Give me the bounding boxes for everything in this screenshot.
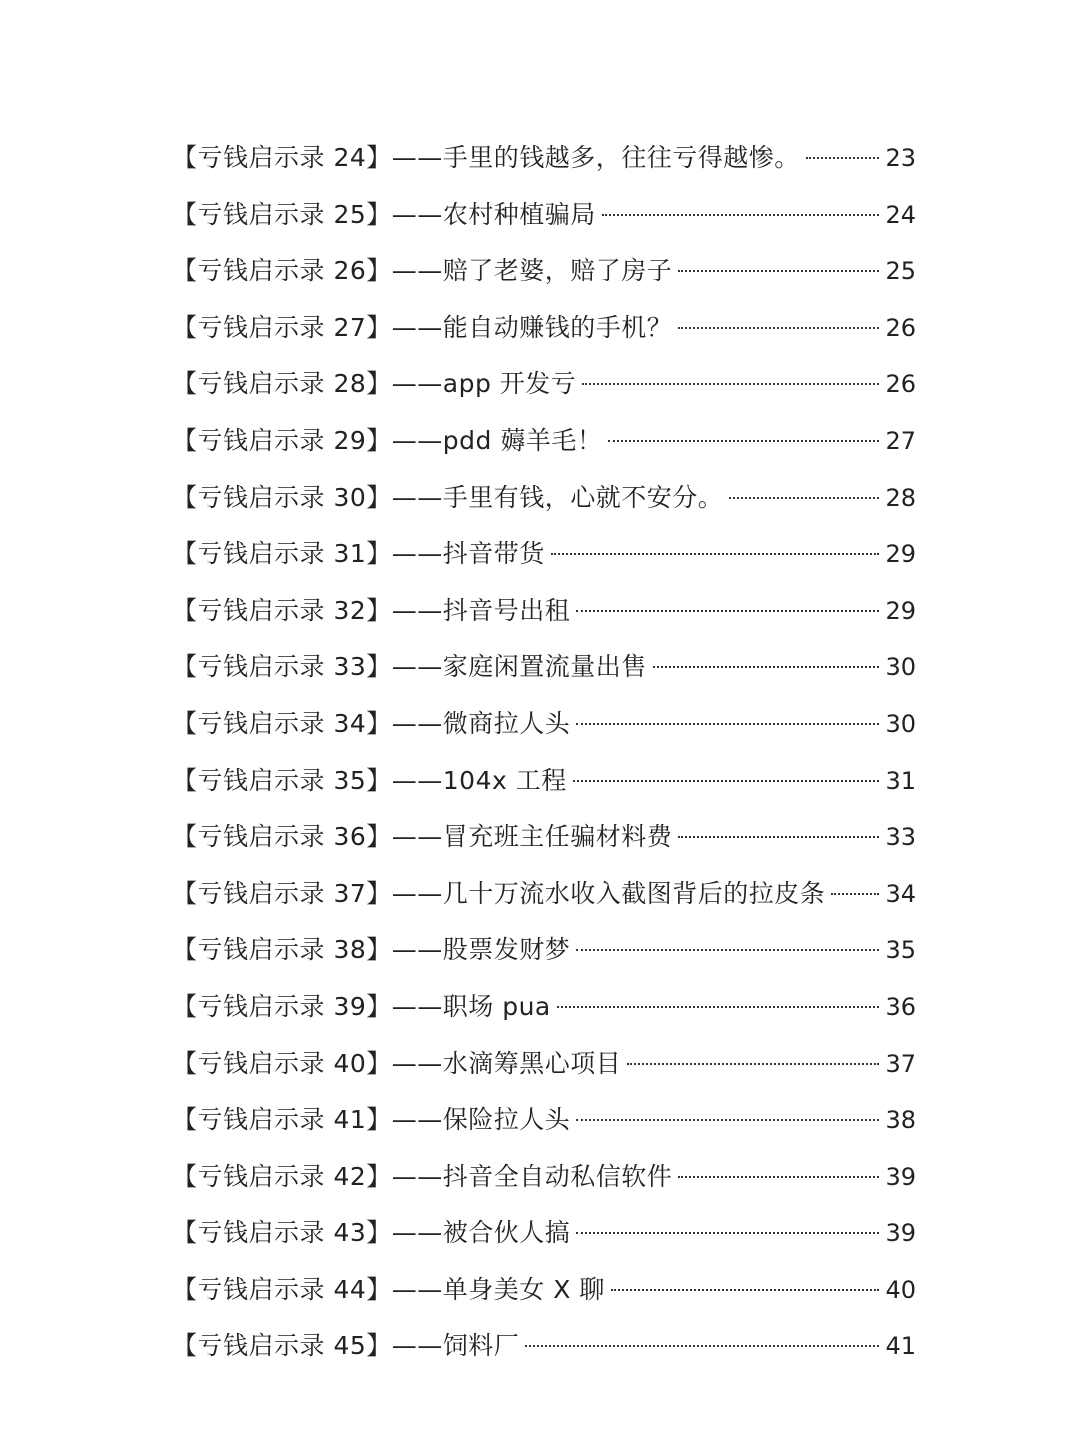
- toc-entry-label: 【亏钱启示录 42】: [172, 1161, 392, 1191]
- toc-entry[interactable]: [172, 696, 916, 753]
- toc-entry-label: 【亏钱启示录 44】: [172, 1274, 392, 1304]
- toc-page-number: 26: [885, 313, 916, 342]
- toc-entry-title: ——能自动赚钱的手机？: [391, 312, 673, 342]
- toc-page-number: 23: [885, 144, 916, 172]
- toc-page-number: 24: [885, 200, 916, 229]
- toc-entry[interactable]: [172, 583, 916, 640]
- toc-entry-label: 【亏钱启示录 39】: [172, 991, 392, 1021]
- toc-dot-leader: [602, 214, 880, 216]
- toc-entry-title: ——微商拉人头: [391, 708, 571, 738]
- toc-entry-title: ——家庭闲置流量出售: [391, 652, 647, 682]
- toc-page-number: 30: [885, 709, 916, 738]
- toc-dot-leader: [678, 270, 879, 272]
- toc-entry-label: 【亏钱启示录 40】: [172, 1048, 392, 1078]
- toc-entry-label: 【亏钱启示录 43】: [172, 1218, 392, 1248]
- toc-entry[interactable]: [172, 922, 916, 979]
- toc-entry-title: ——手里的钱越多，往往亏得越惨。: [391, 143, 800, 172]
- toc-dot-leader: [627, 1063, 879, 1065]
- toc-dot-leader: [576, 610, 879, 612]
- toc-page-number: 26: [885, 370, 916, 399]
- toc-entry-title: ——抖音全自动私信软件: [391, 1161, 673, 1191]
- toc-page-number: 39: [885, 1219, 916, 1248]
- toc-entry-label: 【亏钱启示录 33】: [172, 652, 392, 682]
- toc-entry[interactable]: [172, 1205, 916, 1262]
- toc-entry-title: ——股票发财梦: [391, 935, 571, 965]
- toc-entry-label: 【亏钱启示录 25】: [172, 199, 392, 229]
- toc-page-number: 29: [885, 540, 916, 569]
- toc-entry-title: ——职场 pua: [391, 991, 551, 1021]
- toc-dot-leader: [576, 723, 879, 725]
- toc-entry[interactable]: [172, 979, 916, 1036]
- toc-entry[interactable]: [172, 1092, 916, 1149]
- toc-page-number: 33: [885, 823, 916, 852]
- toc-dot-leader: [576, 1232, 879, 1234]
- toc-entry-title: ——饲料厂: [391, 1331, 520, 1361]
- toc-dot-leader: [806, 157, 880, 159]
- toc-entry-label: 【亏钱启示录 29】: [172, 425, 392, 455]
- toc-page-number: 31: [885, 766, 916, 795]
- toc-dot-leader: [576, 949, 879, 951]
- toc-entry-label: 【亏钱启示录 31】: [172, 539, 392, 569]
- toc-dot-leader: [678, 836, 879, 838]
- toc-entry-title: ——农村种植骗局: [391, 199, 596, 229]
- toc-entry-title: ——几十万流水收入截图背后的拉皮条: [391, 878, 826, 908]
- toc-entry[interactable]: [172, 413, 916, 470]
- toc-page-number: 41: [885, 1332, 916, 1361]
- toc-page-number: 29: [885, 596, 916, 625]
- toc-dot-leader: [551, 553, 880, 555]
- toc-entry[interactable]: [172, 809, 916, 866]
- toc-entry[interactable]: [172, 753, 916, 810]
- toc-entry-title: ——app 开发亏: [391, 369, 577, 399]
- toc-entry-label: 【亏钱启示录 34】: [172, 708, 392, 738]
- toc-entry[interactable]: [172, 1149, 916, 1206]
- toc-dot-leader: [611, 1289, 880, 1291]
- toc-entry-label: 【亏钱启示录 26】: [172, 256, 392, 286]
- toc-entry[interactable]: [172, 1036, 916, 1093]
- toc-dot-leader: [608, 440, 879, 442]
- toc-entry-label: 【亏钱启示录 27】: [172, 312, 392, 342]
- toc-entry-title: ——水滴筹黑心项目: [391, 1048, 622, 1078]
- toc-entry[interactable]: [172, 470, 916, 527]
- toc-entry-title: ——冒充班主任骗材料费: [391, 822, 673, 852]
- toc-entry-title: ——pdd 薅羊毛！: [391, 425, 603, 455]
- toc-entry[interactable]: [172, 1262, 916, 1319]
- toc-dot-leader: [573, 780, 880, 782]
- toc-entry-title: ——被合伙人搞: [391, 1218, 571, 1248]
- toc-entry-label: 【亏钱启示录 32】: [172, 595, 392, 625]
- toc-page-number: 36: [885, 992, 916, 1021]
- toc-entry[interactable]: [172, 639, 916, 696]
- toc-entry-label: 【亏钱启示录 30】: [172, 482, 392, 512]
- toc-dot-leader: [729, 497, 879, 499]
- toc-entry[interactable]: [172, 866, 916, 923]
- toc-entry[interactable]: [172, 300, 916, 357]
- toc-dot-leader: [525, 1345, 879, 1347]
- toc-entry-label: 【亏钱启示录 37】: [172, 878, 392, 908]
- toc-entry[interactable]: [172, 1318, 916, 1375]
- toc-page-number: 39: [885, 1162, 916, 1191]
- table-of-contents: [172, 130, 916, 1375]
- toc-page-number: 27: [885, 426, 916, 455]
- toc-dot-leader: [557, 1006, 880, 1008]
- toc-page-number: 34: [885, 879, 916, 908]
- toc-entry[interactable]: [172, 526, 916, 583]
- toc-dot-leader: [678, 327, 879, 329]
- toc-dot-leader: [576, 1119, 879, 1121]
- toc-dot-leader: [831, 893, 879, 895]
- toc-page-number: 25: [885, 257, 916, 286]
- toc-entry[interactable]: [172, 356, 916, 413]
- toc-dot-leader: [678, 1176, 879, 1178]
- toc-entry-label: 【亏钱启示录 45】: [172, 1331, 392, 1361]
- toc-entry-title: ——手里有钱，心就不安分。: [391, 482, 724, 512]
- toc-entry-title: ——单身美女 X 聊: [391, 1274, 605, 1304]
- toc-entry-title: ——抖音号出租: [391, 595, 571, 625]
- toc-entry[interactable]: [172, 243, 916, 300]
- toc-entry-title: ——赔了老婆，赔了房子: [391, 256, 673, 286]
- toc-entry-title: ——抖音带货: [391, 539, 545, 569]
- toc-dot-leader: [582, 383, 879, 385]
- toc-dot-leader: [653, 666, 880, 668]
- toc-page-number: 30: [885, 653, 916, 682]
- toc-entry-label: 【亏钱启示录 24】: [172, 143, 392, 172]
- toc-page-number: 40: [885, 1275, 916, 1304]
- toc-entry-label: 【亏钱启示录 36】: [172, 822, 392, 852]
- toc-page-number: 35: [885, 936, 916, 965]
- toc-entry[interactable]: [172, 130, 916, 187]
- toc-page-number: 28: [885, 483, 916, 512]
- toc-entry-label: 【亏钱启示录 35】: [172, 765, 392, 795]
- toc-entry-title: ——104x 工程: [391, 765, 567, 795]
- toc-entry-label: 【亏钱启示录 38】: [172, 935, 392, 965]
- toc-entry-title: ——保险拉人头: [391, 1105, 571, 1135]
- toc-page-number: 38: [885, 1106, 916, 1135]
- toc-entry-label: 【亏钱启示录 28】: [172, 369, 392, 399]
- toc-entry[interactable]: [172, 187, 916, 244]
- toc-entry-label: 【亏钱启示录 41】: [172, 1105, 392, 1135]
- toc-page-number: 37: [885, 1049, 916, 1078]
